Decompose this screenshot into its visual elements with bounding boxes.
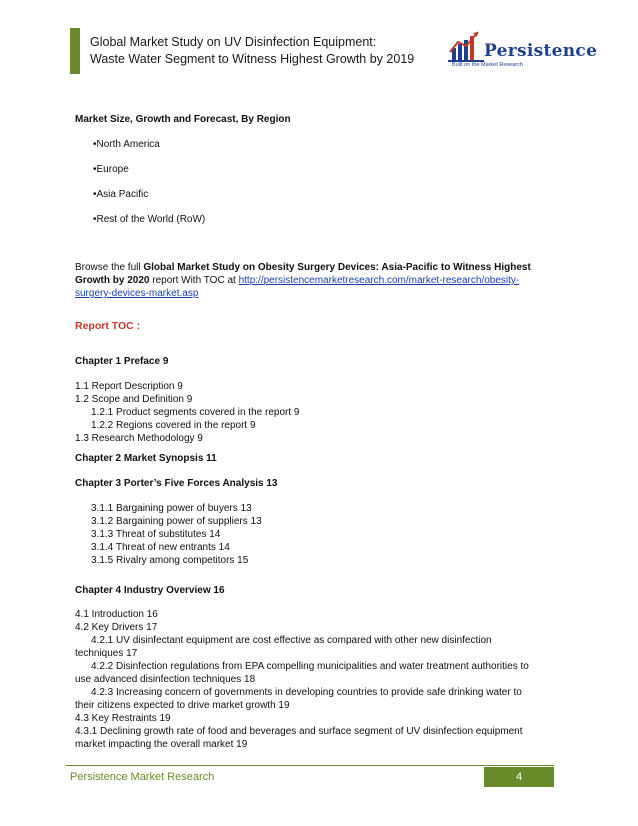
toc-subitem: 1.2.2 Regions covered in the report 9 [91,420,256,431]
toc-subitem-cont: techniques 17 [75,648,138,659]
region-item: •Asia Pacific [93,189,149,200]
region-label: Rest of the World (RoW) [96,214,206,225]
logo-brand-text: Persistence [484,41,598,61]
toc-item: 4.2 Key Drivers 17 [75,622,158,633]
header-title-line2: Waste Water Segment to Witness Highest Growth by 2019 [90,52,415,66]
page-number-badge: 4 [484,767,554,787]
toc-item: 1.1 Report Description 9 [75,381,183,392]
toc-item: 4.1 Introduction 16 [75,609,158,620]
region-label: Asia Pacific [96,189,149,200]
toc-item: 4.3 Key Restraints 19 [75,713,171,724]
browse-paragraph [75,261,555,300]
chart-bars-logo-icon [448,30,488,64]
region-item: •Rest of the World (RoW) [93,214,206,225]
toc-item: 1.2 Scope and Definition 9 [75,394,193,405]
persistence-logo [448,28,598,74]
browse-middle: report With TOC at [149,275,239,286]
browse-report-title: Global Market Study on Obesity Surgery Devices: Asia-Pacific to Witness Highest [143,262,531,273]
toc-subitem: 4.2.3 Increasing concern of governments in developing countries to provide safe drinking water to [91,687,522,698]
toc-item: 4.3.1 Declining growth rate of food and beverages and surface segment of UV disinfection equipment [75,726,523,737]
footer-company: Persistence Market Research [70,771,215,783]
toc-chapter-1: Chapter 1 Preface 9 [75,356,169,367]
region-item: •Europe [93,164,129,175]
toc-chapter-4: Chapter 4 Industry Overview 16 [75,585,225,596]
region-heading: Market Size, Growth and Forecast, By Region [75,114,291,125]
toc-chapter-3: Chapter 3 Porter’s Five Forces Analysis 13 [75,478,278,489]
toc-item-cont: market impacting the overall market 19 [75,739,248,750]
toc-subitem: 3.1.2 Bargaining power of suppliers 13 [91,516,262,527]
browse-report-title-cont: Growth by 2020 [75,275,150,286]
region-item: •North America [93,139,160,150]
region-label: Europe [96,164,129,175]
toc-subitem: 4.2.1 UV disinfectant equipment are cost effective as compared with other new disinfection [91,635,492,646]
toc-subitem: 3.1.1 Bargaining power of buyers 13 [91,503,252,514]
report-link[interactable]: http://persistencemarketresearch.com/market-research/obesity- [238,275,520,286]
toc-chapter-2: Chapter 2 Market Synopsis 11 [75,453,217,464]
toc-subitem: 1.2.1 Product segments covered in the report 9 [91,407,300,418]
toc-subitem: 3.1.3 Threat of substitutes 14 [91,529,221,540]
report-link-cont[interactable]: surgery-devices-market.asp [75,288,199,299]
toc-subitem: 3.1.4 Threat of new entrants 14 [91,542,230,553]
report-toc-heading: Report TOC : [75,320,141,332]
toc-subitem-cont: their citizens expected to drive market growth 19 [75,700,290,711]
toc-subitem-cont: use advanced disinfection techniques 18 [75,674,256,685]
browse-prefix: Browse the full [75,262,144,273]
logo-tagline: Built on the Market Research [452,62,523,68]
footer-divider [66,765,554,766]
region-label: North America [96,139,160,150]
toc-item: 1.3 Research Methodology 9 [75,433,203,444]
header-title-line1: Global Market Study on UV Disinfection Equipment: [90,35,377,49]
page-footer [66,765,554,787]
header-accent-bar [70,28,80,74]
toc-subitem: 3.1.5 Rivalry among competitors 15 [91,555,249,566]
toc-subitem: 4.2.2 Disinfection regulations from EPA compelling municipalities and water treatment authorities to [91,661,529,672]
header-title [90,34,414,68]
